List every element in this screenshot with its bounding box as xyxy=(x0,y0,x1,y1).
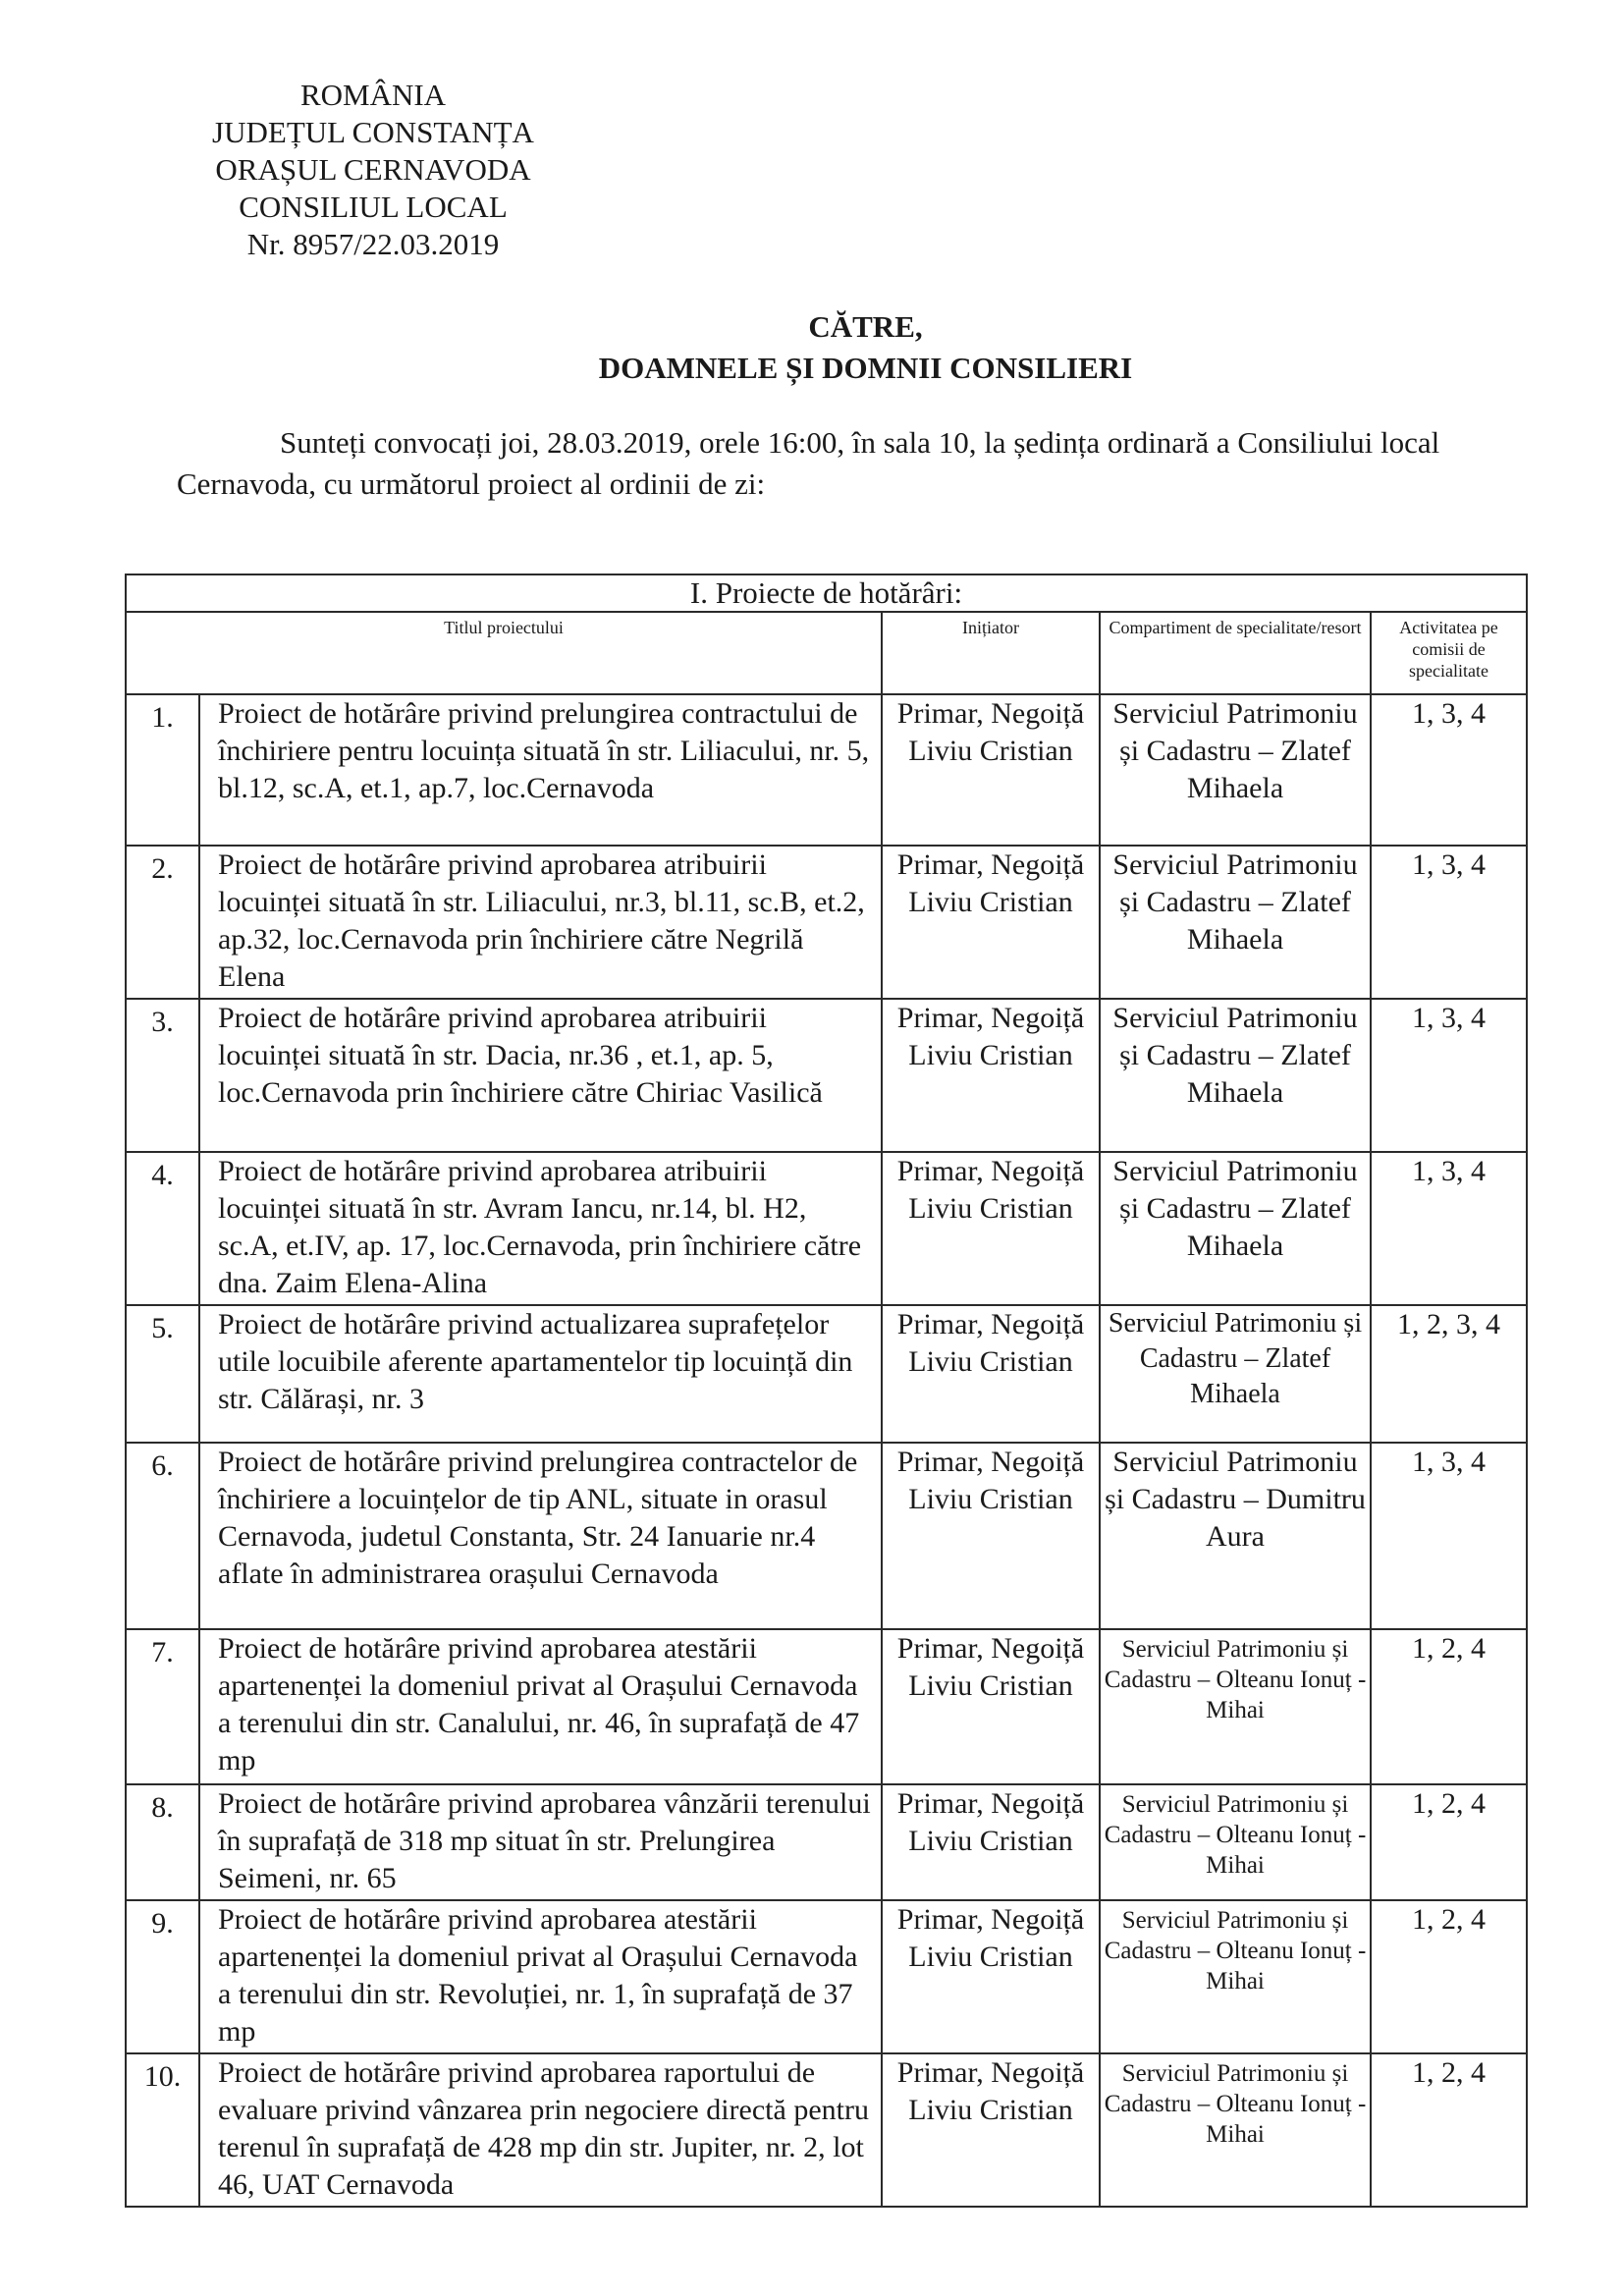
row-number: 3. xyxy=(126,999,199,1152)
row-commissions: 1, 3, 4 xyxy=(1371,1443,1527,1629)
row-department: Serviciul Patrimoniu și Cadastru – Zlatef Mihaela xyxy=(1100,999,1371,1152)
col-header-title: Titlul proiectului xyxy=(126,612,882,694)
row-number: 7. xyxy=(126,1629,199,1784)
table-row xyxy=(126,1629,1527,1784)
intro-line2: Cernavoda, cu următorul proiect al ordinii de zi: xyxy=(177,466,766,501)
row-number: 1. xyxy=(126,694,199,846)
row-title: Proiect de hotărâre privind aprobarea atribuirii locuinței situată în str. Avram Iancu, nr.14, bl. H2, sc.A, et.IV, ap. 17, loc.Cernavoda, prin închiriere către dna. Zaim Elena-Alina xyxy=(199,1152,882,1305)
row-title: Proiect de hotărâre privind actualizarea suprafețelor utile locuibile aferente apartamentelor tip locuință din str. Călărași, nr. 3 xyxy=(199,1305,882,1443)
row-number: 2. xyxy=(126,846,199,999)
header-county: JUDEȚUL CONSTANȚA xyxy=(212,115,534,149)
row-department: Serviciul Patrimoniu și Cadastru – Olteanu Ionuț - Mihai xyxy=(1100,1784,1371,1900)
row-initiator: Primar, Negoiță Liviu Cristian xyxy=(882,846,1100,999)
table-row xyxy=(126,1152,1527,1305)
row-department: Serviciul Patrimoniu și Cadastru – Dumitru Aura xyxy=(1100,1443,1371,1629)
agenda-table xyxy=(125,574,1528,2208)
intro-paragraph xyxy=(177,422,1551,505)
row-initiator: Primar, Negoiță Liviu Cristian xyxy=(882,1900,1100,2053)
table-row xyxy=(126,1305,1527,1443)
col-header-commissions: Activitatea pe comisii de specialitate xyxy=(1371,612,1527,694)
table-row xyxy=(126,1443,1527,1629)
row-commissions: 1, 3, 4 xyxy=(1371,694,1527,846)
row-department: Serviciul Patrimoniu și Cadastru – Zlatef Mihaela xyxy=(1100,1152,1371,1305)
row-number: 8. xyxy=(126,1784,199,1900)
row-number: 6. xyxy=(126,1443,199,1629)
row-title: Proiect de hotărâre privind prelungirea contractului de închiriere pentru locuința situată în str. Liliacului, nr. 5, bl.12, sc.A, et.1, ap.7, loc.Cernavoda xyxy=(199,694,882,846)
row-commissions: 1, 3, 4 xyxy=(1371,999,1527,1152)
row-initiator: Primar, Negoiță Liviu Cristian xyxy=(882,1443,1100,1629)
document-header xyxy=(177,77,569,263)
row-department: Serviciul Patrimoniu și Cadastru – Olteanu Ionuț - Mihai xyxy=(1100,1900,1371,2053)
row-initiator: Primar, Negoiță Liviu Cristian xyxy=(882,1152,1100,1305)
row-commissions: 1, 2, 3, 4 xyxy=(1371,1305,1527,1443)
header-council: CONSILIUL LOCAL xyxy=(239,190,508,224)
addressee-line1: CĂTRE, xyxy=(808,309,923,344)
addressee-line2: DOAMNELE ȘI DOMNII CONSILIERI xyxy=(598,351,1133,385)
row-title: Proiect de hotărâre privind aprobarea atestării apartenenței la domeniul privat al Orașului Cernavoda a terenului din str. Canalului, nr. 46, în suprafață de 47 mp xyxy=(199,1629,882,1784)
table-row xyxy=(126,694,1527,846)
row-commissions: 1, 2, 4 xyxy=(1371,1629,1527,1784)
row-initiator: Primar, Negoiță Liviu Cristian xyxy=(882,999,1100,1152)
row-number: 4. xyxy=(126,1152,199,1305)
row-commissions: 1, 2, 4 xyxy=(1371,1900,1527,2053)
section-title: I. Proiecte de hotărâri: xyxy=(126,574,1527,612)
row-initiator: Primar, Negoiță Liviu Cristian xyxy=(882,1629,1100,1784)
table-row xyxy=(126,2053,1527,2207)
row-title: Proiect de hotărâre privind aprobarea atribuirii locuinței situată în str. Liliacului, nr.3, bl.11, sc.B, et.2, ap.32, loc.Cernavoda prin închiriere către Negrilă Elena xyxy=(199,846,882,999)
row-title: Proiect de hotărâre privind aprobarea raportului de evaluare privind vânzarea prin negociere directă pentru terenul în suprafață de 428 mp din str. Jupiter, nr. 2, lot 46, UAT Cernavoda xyxy=(199,2053,882,2207)
row-initiator: Primar, Negoiță Liviu Cristian xyxy=(882,1305,1100,1443)
row-department: Serviciul Patrimoniu și Cadastru – Zlatef Mihaela xyxy=(1100,1305,1371,1443)
table-row xyxy=(126,846,1527,999)
row-title: Proiect de hotărâre privind aprobarea vânzării terenului în suprafață de 318 mp situat în str. Prelungirea Seimeni, nr. 65 xyxy=(199,1784,882,1900)
row-commissions: 1, 3, 4 xyxy=(1371,846,1527,999)
row-initiator: Primar, Negoiță Liviu Cristian xyxy=(882,2053,1100,2207)
row-title: Proiect de hotărâre privind prelungirea contractelor de închiriere a locuințelor de tip ANL, situate in orasul Cernavoda, judetul Constanta, Str. 24 Ianuarie nr.4 aflate în administrarea orașului Cernavoda xyxy=(199,1443,882,1629)
row-commissions: 1, 2, 4 xyxy=(1371,1784,1527,1900)
row-number: 5. xyxy=(126,1305,199,1443)
row-title: Proiect de hotărâre privind aprobarea atestării apartenenței la domeniul privat al Orașului Cernavoda a terenului din str. Revoluției, nr. 1, în suprafață de 37 mp xyxy=(199,1900,882,2053)
row-number: 10. xyxy=(126,2053,199,2207)
row-department: Serviciul Patrimoniu și Cadastru – Olteanu Ionuț - Mihai xyxy=(1100,2053,1371,2207)
row-initiator: Primar, Negoiță Liviu Cristian xyxy=(882,1784,1100,1900)
col-header-initiator: Inițiator xyxy=(882,612,1100,694)
row-department: Serviciul Patrimoniu și Cadastru – Zlatef Mihaela xyxy=(1100,694,1371,846)
row-number: 9. xyxy=(126,1900,199,2053)
row-commissions: 1, 2, 4 xyxy=(1371,2053,1527,2207)
row-department: Serviciul Patrimoniu și Cadastru – Zlatef Mihaela xyxy=(1100,846,1371,999)
row-initiator: Primar, Negoiță Liviu Cristian xyxy=(882,694,1100,846)
row-title: Proiect de hotărâre privind aprobarea atribuirii locuinței situată în str. Dacia, nr.36 , et.1, ap. 5, loc.Cernavoda prin închiriere către Chiriac Vasilică xyxy=(199,999,882,1152)
intro-line1: Sunteți convocați joi, 28.03.2019, orele 16:00, în sala 10, la ședința ordinară a Consiliului local xyxy=(280,425,1440,460)
addressee xyxy=(0,306,1623,389)
table-row xyxy=(126,999,1527,1152)
table-row xyxy=(126,1784,1527,1900)
table-row xyxy=(126,1900,1527,2053)
row-commissions: 1, 3, 4 xyxy=(1371,1152,1527,1305)
header-registration-number: Nr. 8957/22.03.2019 xyxy=(246,227,500,261)
row-department: Serviciul Patrimoniu și Cadastru – Olteanu Ionuț - Mihai xyxy=(1100,1629,1371,1784)
header-country: ROMÂNIA xyxy=(299,78,447,112)
header-town: ORAȘUL CERNAVODA xyxy=(215,152,531,187)
col-header-department: Compartiment de specialitate/resort xyxy=(1100,612,1371,694)
